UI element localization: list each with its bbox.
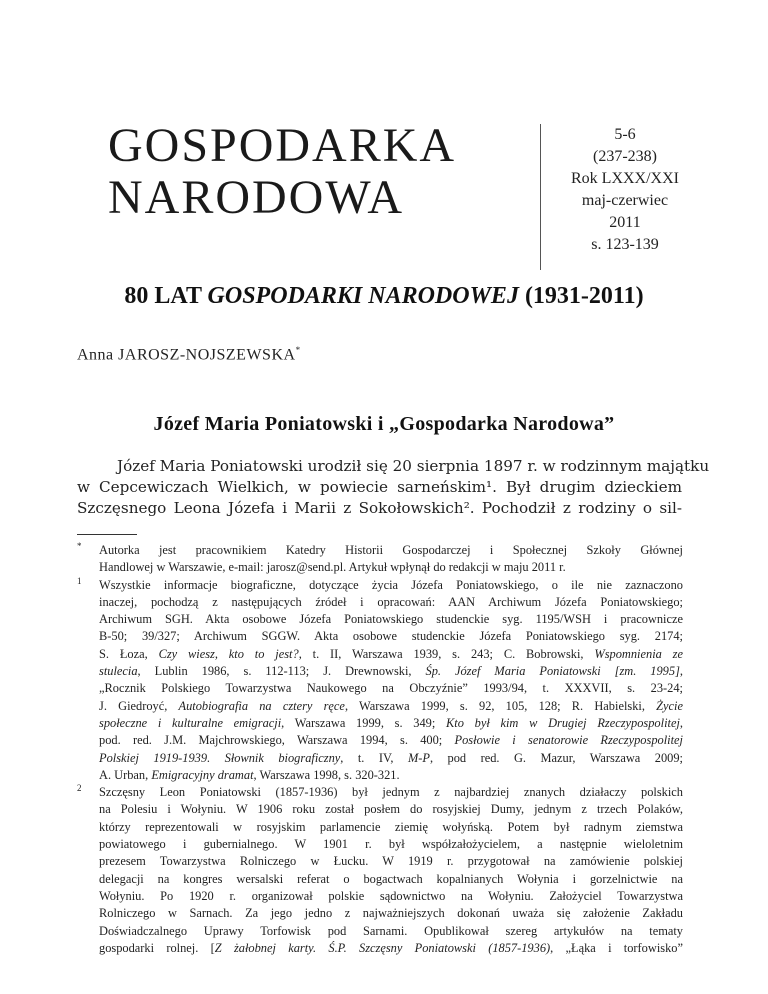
footnote-line [99, 646, 683, 663]
author-footnote-mark: * [295, 345, 301, 355]
section-title: Józef Maria Poniatowski i „Gospodarka Narodowa” [153, 413, 615, 435]
footnote-separator [77, 534, 137, 535]
body-paragraph [77, 456, 710, 519]
footnote-line: Wołyniu. Po 1920 r. organizował polskie sądownictwo na Wołyniu. Założyciel Towarzystwa [99, 888, 683, 903]
footnote-line: Handlowej w Warszawie, e-mail: jarosz@send.pl. Artykuł wpłynął do redakcji w maju 2011 r. [99, 560, 566, 575]
footnote-line: Szczęsny Leon Poniatowski (1857-1936) był jednym z najbardziej znanych działaczy polskich [99, 785, 683, 800]
footnote-line: na Polesiu i Wołyniu. W 1906 roku został posłem do rosyjskiej Dumy, jednym z trzech Polaków, [99, 802, 683, 817]
footnote-text: J. Giedroyć, [99, 698, 179, 713]
footnote-mark: 2 [77, 783, 82, 794]
footnote-italic: Emigracyjny dramat [151, 767, 254, 782]
footnote-text: A. Urban, [99, 767, 152, 782]
footnote-text: pod. red. J.M. Majchrowskiego, Warszawa 1994, s. 400; [99, 733, 455, 748]
footnote-text: gospodarki rolnej. [ [99, 940, 215, 955]
footnote-line: Wszystkie informacje biograficzne, dotyczące życia Józefa Poniatowskiego, o ile nie zaznaczono [99, 577, 683, 592]
journal-title-line2: NARODOWA [108, 171, 404, 224]
footnote-line [99, 663, 683, 680]
footnote-mark: * [77, 541, 82, 551]
issue-total-number: (237-238) [593, 148, 657, 165]
body-line: w Cepcewiczach Wielkich, w powiecie sarneńskim¹. Był drugim dzieckiem [77, 478, 682, 496]
footnote-italic: Kto był kim w Drugiej Rzeczypospolitej [446, 715, 680, 730]
footnote-text: , Warszawa 1998, s. 320-321. [253, 767, 400, 782]
footnote-text: , t. II, Warszawa 1939, s. 243; C. Bobrowski, [298, 646, 595, 661]
footnote-line [99, 940, 683, 957]
footnotes [77, 542, 683, 957]
footnote-italic: Polskiej 1919-1939. Słownik biograficzny [99, 750, 341, 765]
footnote-italic: M-P [407, 750, 430, 765]
footnote-text: , pod red. G. Mazur, Warszawa 2009; [429, 750, 683, 765]
footnote-star [77, 542, 683, 577]
article-title [0, 283, 768, 310]
article-title-post: (1931-2011) [518, 283, 644, 309]
footnote-italic: Posłowie i senatorowie Rzeczypospolitej [454, 733, 683, 748]
footnote-line: inaczej, pochodzą z następujących źródeł i opracowań: AAN Archiwum Józefa Poniatowskiego; [99, 594, 683, 609]
footnote-mark: 1 [77, 575, 82, 586]
footnote-line: Doświadczalnego Uprawy Torfowisk pod Sarnami. Opublikował szereg artykułów na tematy [99, 923, 683, 938]
footnote-2 [77, 784, 683, 957]
author-text: Anna JAROSZ-NOJSZEWSKA [77, 346, 296, 364]
footnote-italic: Czy wiesz, kto to jest? [158, 646, 299, 661]
footnote-line [99, 750, 683, 767]
body-line: Józef Maria Poniatowski urodził się 20 sierpnia 1897 r. w rodzinnym majątku [117, 457, 710, 475]
footnote-line: B-50; 39/327; Archiwum SGGW. Akta osobowe studenckie Józefa Poniatowskiego syg. 2174; [99, 629, 683, 644]
article-title-pre: 80 LAT [124, 283, 208, 309]
issue-year: 2011 [609, 214, 641, 231]
footnote-italic: Wspomnienia ze [594, 646, 683, 661]
footnote-italic: stulecia [99, 664, 138, 679]
footnote-text: , Warszawa 1999, s. 349; [281, 715, 447, 730]
masthead [0, 0, 768, 260]
article-title-italic: GOSPODARKI NARODOWEJ [207, 283, 519, 309]
footnote-italic: społeczne i kulturalne emigracji [99, 715, 282, 730]
footnote-text: , „Łąka i torfowisko” [550, 940, 683, 955]
masthead-divider [540, 124, 541, 270]
footnote-text: S. Łoza, [99, 646, 159, 661]
issue-months: maj-czerwiec [581, 192, 669, 209]
footnote-1 [77, 577, 683, 785]
footnote-italic: Życie [656, 698, 683, 713]
issue-info [545, 124, 705, 256]
footnote-line [99, 715, 683, 732]
journal-title-line1: GOSPODARKA [108, 119, 457, 172]
footnote-line: delegacji na kongres wersalski referat o bogactwach kopalnianych Wołynia i gorzelnictwie na [99, 871, 683, 886]
footnote-line: „Rocznik Polskiego Towarzystwa Naukowego na Obczyźnie” 1993/94, t. XXXVII, s. 23-24; [99, 681, 683, 696]
footnote-line: powiatowego i gubernialnego. W 1901 r. był współzałożycielem, a następnie wieloletnim [99, 837, 683, 852]
footnote-text: , t. IV, [340, 750, 408, 765]
footnote-line: Archiwum SGH. Akta osobowe Józefa Poniatowskiego studenckie syg. 1195/WSH i pracownicze [99, 612, 683, 627]
footnote-text: , [679, 664, 684, 679]
footnote-text: , Lublin 1986, s. 112-113; J. Drewnowski, [137, 664, 426, 679]
footnote-text: , Warszawa 1999, s. 92, 105, 128; R. Habielski, [344, 698, 657, 713]
issue-number: 5-6 [614, 126, 636, 143]
footnote-line [99, 698, 683, 715]
issue-pages: s. 123-139 [591, 236, 659, 253]
footnote-line: prezesem Towarzystwa Rolniczego w Łucku. W 1919 r. przygotował na zamówienie polskiej [99, 854, 683, 869]
issue-year-volume: Rok LXXX/XXI [571, 170, 679, 187]
footnote-line [99, 767, 683, 784]
footnote-line: Rolniczego w Sarnach. Za jego jedno z najważniejszych dokonań uważa się założenie Zakładu [99, 906, 683, 921]
author-name [77, 345, 301, 364]
body-line: Szczęsnego Leona Józefa i Marii z Sokołowskich². Pochodził z rodziny o sil- [77, 499, 682, 517]
footnote-italic: Śp. Józef Maria Poniatowski [zm. 1995] [425, 664, 680, 679]
footnote-text: , [679, 715, 684, 730]
footnote-line: Autorka jest pracownikiem Katedry Historii Gospodarczej i Społecznej Szkoły Głównej [99, 543, 683, 557]
footnote-italic: Z żałobnej karty. Ś.P. Szczęsny Poniatowski (1857-1936) [214, 940, 551, 955]
journal-title [108, 120, 508, 224]
footnote-line [99, 732, 683, 749]
footnote-italic: Autobiografia na cztery ręce [178, 698, 345, 713]
footnote-line: którzy reprezentowali w rosyjskim parlamencie ziemię wołyńską. Potem był radnym ziemstwa [99, 819, 683, 834]
